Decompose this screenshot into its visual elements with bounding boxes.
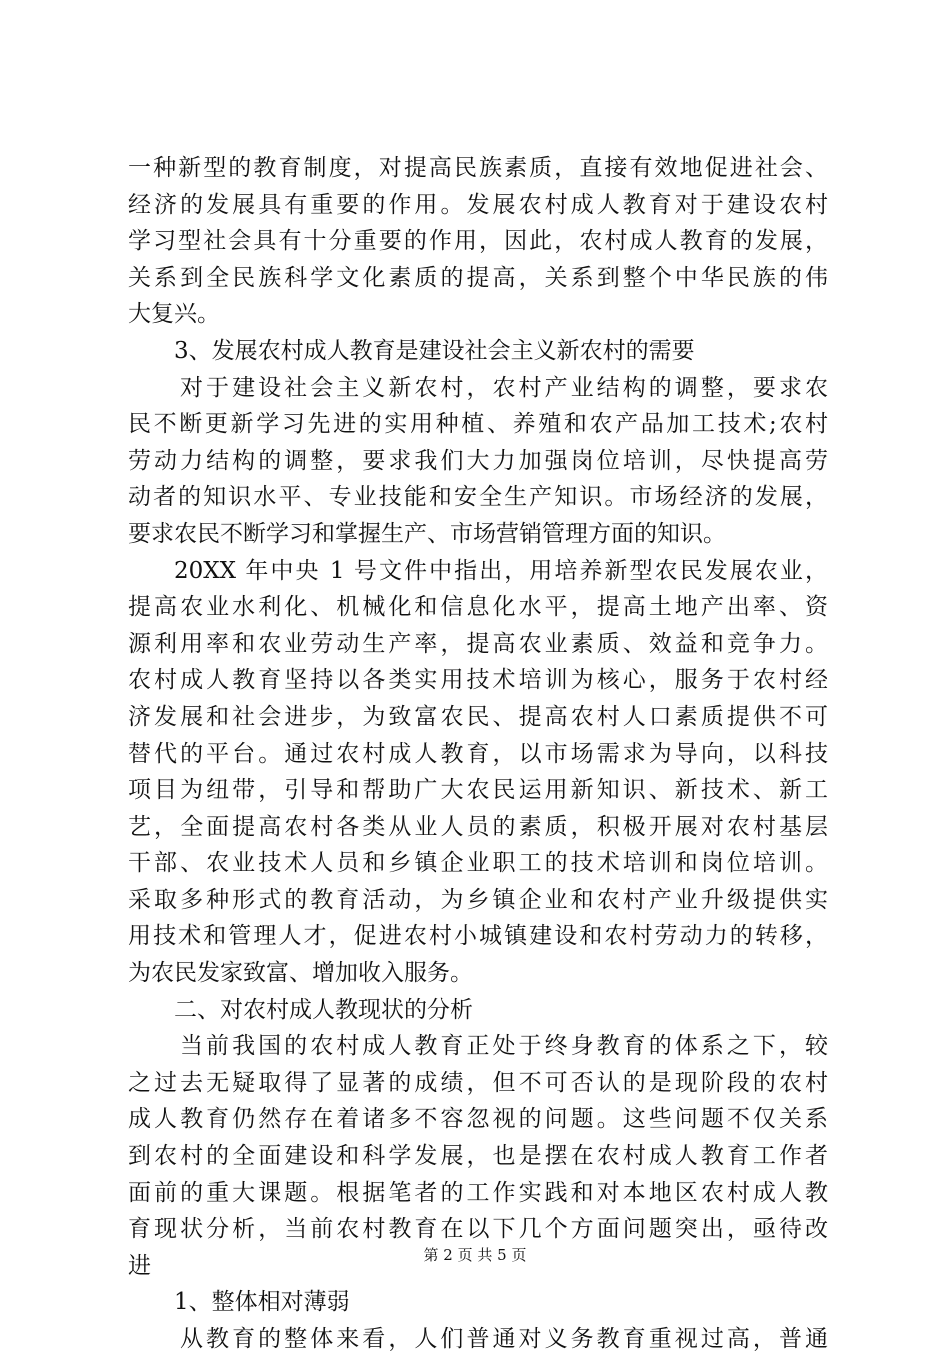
text-line: 成人教育仍然存在着诸多不容忽视的问题。这些问题不仅关系 xyxy=(128,1106,828,1133)
text-line: 3、发展农村成人教育是建设社会主义新农村的需要 xyxy=(174,337,695,364)
text-line: 要求农民不断学习和掌握生产、市场营销管理方面的知识。 xyxy=(128,520,726,547)
text-line: 学习型社会具有十分重要的作用，因此，农村成人教育的发展， xyxy=(128,228,828,255)
text-line: 用技术和管理人才，促进农村小城镇建设和农村劳动力的转移， xyxy=(128,923,828,950)
text-line: 当前我国的农村成人教育正处于终身教育的体系之下，较 xyxy=(180,1033,828,1060)
text-line: 采取多种形式的教育活动，为乡镇企业和农村产业升级提供实 xyxy=(128,886,828,913)
text-line: 二、对农村成人教现状的分析 xyxy=(174,996,473,1023)
text-line: 农村成人教育坚持以各类实用技术培训为核心，服务于农村经 xyxy=(128,667,828,694)
text-line: 劳动力结构的调整，要求我们大力加强岗位培训，尽快提高劳 xyxy=(128,447,828,474)
text-line: 大复兴。 xyxy=(128,301,220,328)
text-line: 为农民发家致富、增加收入服务。 xyxy=(128,960,473,987)
text-line: 1、整体相对薄弱 xyxy=(174,1289,350,1316)
text-line: 替代的平台。通过农村成人教育，以市场需求为导向，以科技 xyxy=(128,740,828,767)
text-line: 一种新型的教育制度，对提高民族素质，直接有效地促进社会、 xyxy=(128,155,828,181)
text-line: 济发展和社会进步，为致富农民、提高农村人口素质提供不可 xyxy=(128,703,828,730)
text-line: 从教育的整体来看，人们普通对义务教育重视过高，普通 xyxy=(180,1326,828,1352)
text-line: 关系到全民族科学文化素质的提高，关系到整个中华民族的伟 xyxy=(128,264,828,291)
text-line: 对于建设社会主义新农村，农村产业结构的调整，要求农 xyxy=(180,374,828,401)
text-line: 到农村的全面建设和科学发展，也是摆在农村成人教育工作者 xyxy=(128,1143,828,1170)
document-body xyxy=(128,150,828,1358)
text-line: 之过去无疑取得了显著的成绩，但不可否认的是现阶段的农村 xyxy=(128,1069,828,1096)
text-line: 进 xyxy=(128,1252,151,1279)
text-line: 面前的重大课题。根据笔者的工作实践和对本地区农村成人教 xyxy=(128,1179,828,1206)
text-line: 育现状分析，当前农村教育在以下几个方面问题突出，亟待改 xyxy=(128,1216,828,1243)
text-line: 项目为纽带，引导和帮助广大农民运用新知识、新技术、新工 xyxy=(128,777,828,804)
text-line: 提高农业水利化、机械化和信息化水平，提高土地产出率、资 xyxy=(128,594,828,621)
text-line: 源利用率和农业劳动生产率，提高农业素质、效益和竞争力。 xyxy=(128,630,828,657)
page-footer: 第 2 页 共 5 页 xyxy=(423,1246,527,1264)
text-line: 干部、农业技术人员和乡镇企业职工的技术培训和岗位培训。 xyxy=(128,850,828,877)
text-line: 艺，全面提高农村各类从业人员的素质，积极开展对农村基层 xyxy=(128,813,828,840)
text-line: 动者的知识水平、专业技能和安全生产知识。市场经济的发展， xyxy=(128,484,828,511)
text-line: 经济的发展具有重要的作用。发展农村成人教育对于建设农村 xyxy=(128,191,828,218)
text-line: 民不断更新学习先进的实用种植、养殖和农产品加工技术;农村 xyxy=(128,411,828,438)
text-line: 20XX 年中央 1 号文件中指出，用培养新型农民发展农业， xyxy=(174,557,828,584)
